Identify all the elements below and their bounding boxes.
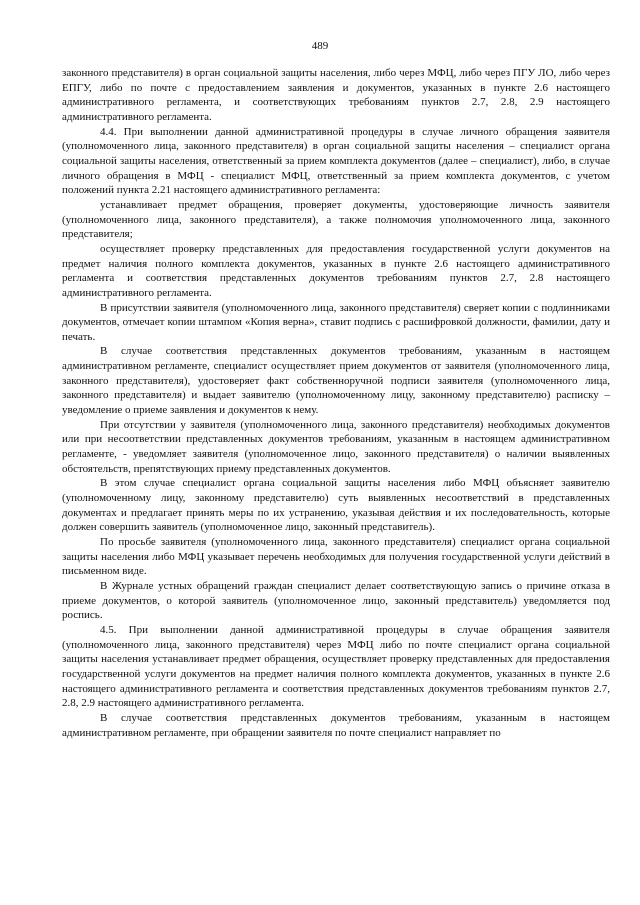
paragraph-4-5: 4.5. При выполнении данной административной процедуры в случае обращения заявителя (уполномоченного лица, законного представителя) через МФЦ либо по почте специалист органа социальной защиты населения устанавливает предмет обращения, осуществляет проверку представленных для предоставления государственной услуги документов на предмет наличия полного комплекта документов, указанных в пункте 2.6 настоящего административного регламента и соответствия представленных документов требованиям пунктов 2.7, 2.8, 2.9 настоящего административного регламента. [62, 623, 610, 710]
document-body [62, 66, 610, 740]
paragraph-continuation: законного представителя) в орган социальной защиты населения, либо через МФЦ, либо через ПГУ ЛО, либо через ЕПГУ, либо по почте с предоставлением заявления и документов, указанных в пункте 2.6 настоящего административного регламента, и соответствующих требованиям пунктов 2.7, 2.8, 2.9 настоящего административного регламента. [62, 67, 610, 123]
paragraph-establishes-subject: устанавливает предмет обращения, проверяет документы, удостоверяющие личность заявителя (уполномоченного лица, законного представителя), а также полномочия уполномоченного лица, законного представителя; [62, 198, 610, 241]
paragraph-explains-discrepancies: В этом случае специалист органа социальной защиты населения либо МФЦ объясняет заявителю (уполномоченному лицу, законному представителю) суть выявленных несоответствий в представленных документах и предлагает принять меры по их устранению, указывая действия и их последовательность, которые должен совершить заявитель (уполномоченное лицо, законный представитель). [62, 477, 610, 534]
paragraph-missing-documents: При отсутствии у заявителя (уполномоченного лица, законного представителя) необходимых документов или при несоответствии представленных документов требованиям, указанным в настоящем административном регламенте, - уведомляет заявителя (уполномоченное лицо, законного представителя) о наличии выявленных обстоятельств, препятствующих приему представленных документов. [62, 418, 610, 475]
paragraph-accepts-documents: В случае соответствия представленных документов требованиям, указанным в настоящем административном регламенте, специалист осуществляет прием документов от заявителя (уполномоченного лица, законного представителя), удостоверяет факт собственноручной подписи заявителя (уполномоченного лица, законного представителя) и выдает заявителю (уполномоченному лицу, законному представителю) расписку – уведомление о приеме заявления и документов к нему. [62, 345, 610, 417]
paragraph-checks-documents: осуществляет проверку представленных для предоставления государственной услуги документов на предмет наличия полного комплекта документов, указанных в пункте 2.6 настоящего административного регламента и соответствия представленных документов требованиям пунктов 2.7, 2.8 настоящего административного регламента. [62, 242, 610, 299]
paragraph-journal-record: В Журнале устных обращений граждан специалист делает соответствующую запись о причине отказа в приеме документов, о которой заявитель (уполномоченное лицо, законный представитель) уведомляется под роспись. [62, 579, 610, 622]
paragraph-postal-case: В случае соответствия представленных документов требованиям, указанным в настоящем административном регламенте, при обращении заявителя по почте специалист направляет по [62, 711, 610, 739]
paragraph-4-4: 4.4. При выполнении данной административной процедуры в случае личного обращения заявителя (уполномоченного лица, законного представителя) в орган социальной защиты населения – специалист органа социальной защиты населения, ответственный за прием комплекта документов (далее – специалист), либо, в случае личного обращения в МФЦ - специалист МФЦ, ответственный за прием комплекта документов, с учетом положений пункта 2.21 настоящего административного регламента: [62, 125, 610, 197]
paragraph-verifies-copies: В присутствии заявителя (уполномоченного лица, законного представителя) сверяет копии с подлинниками документов, отмечает копии штампом «Копия верна», ставит подпись с расшифровкой должности, фамилии, дату и печать. [62, 301, 610, 343]
page-number: 489 [311, 40, 329, 52]
paragraph-written-list: По просьбе заявителя (уполномоченного лица, законного представителя) специалист органа социальной защиты населения либо МФЦ указывает перечень необходимых для получения государственной услуги действий в письменном виде. [62, 536, 610, 578]
